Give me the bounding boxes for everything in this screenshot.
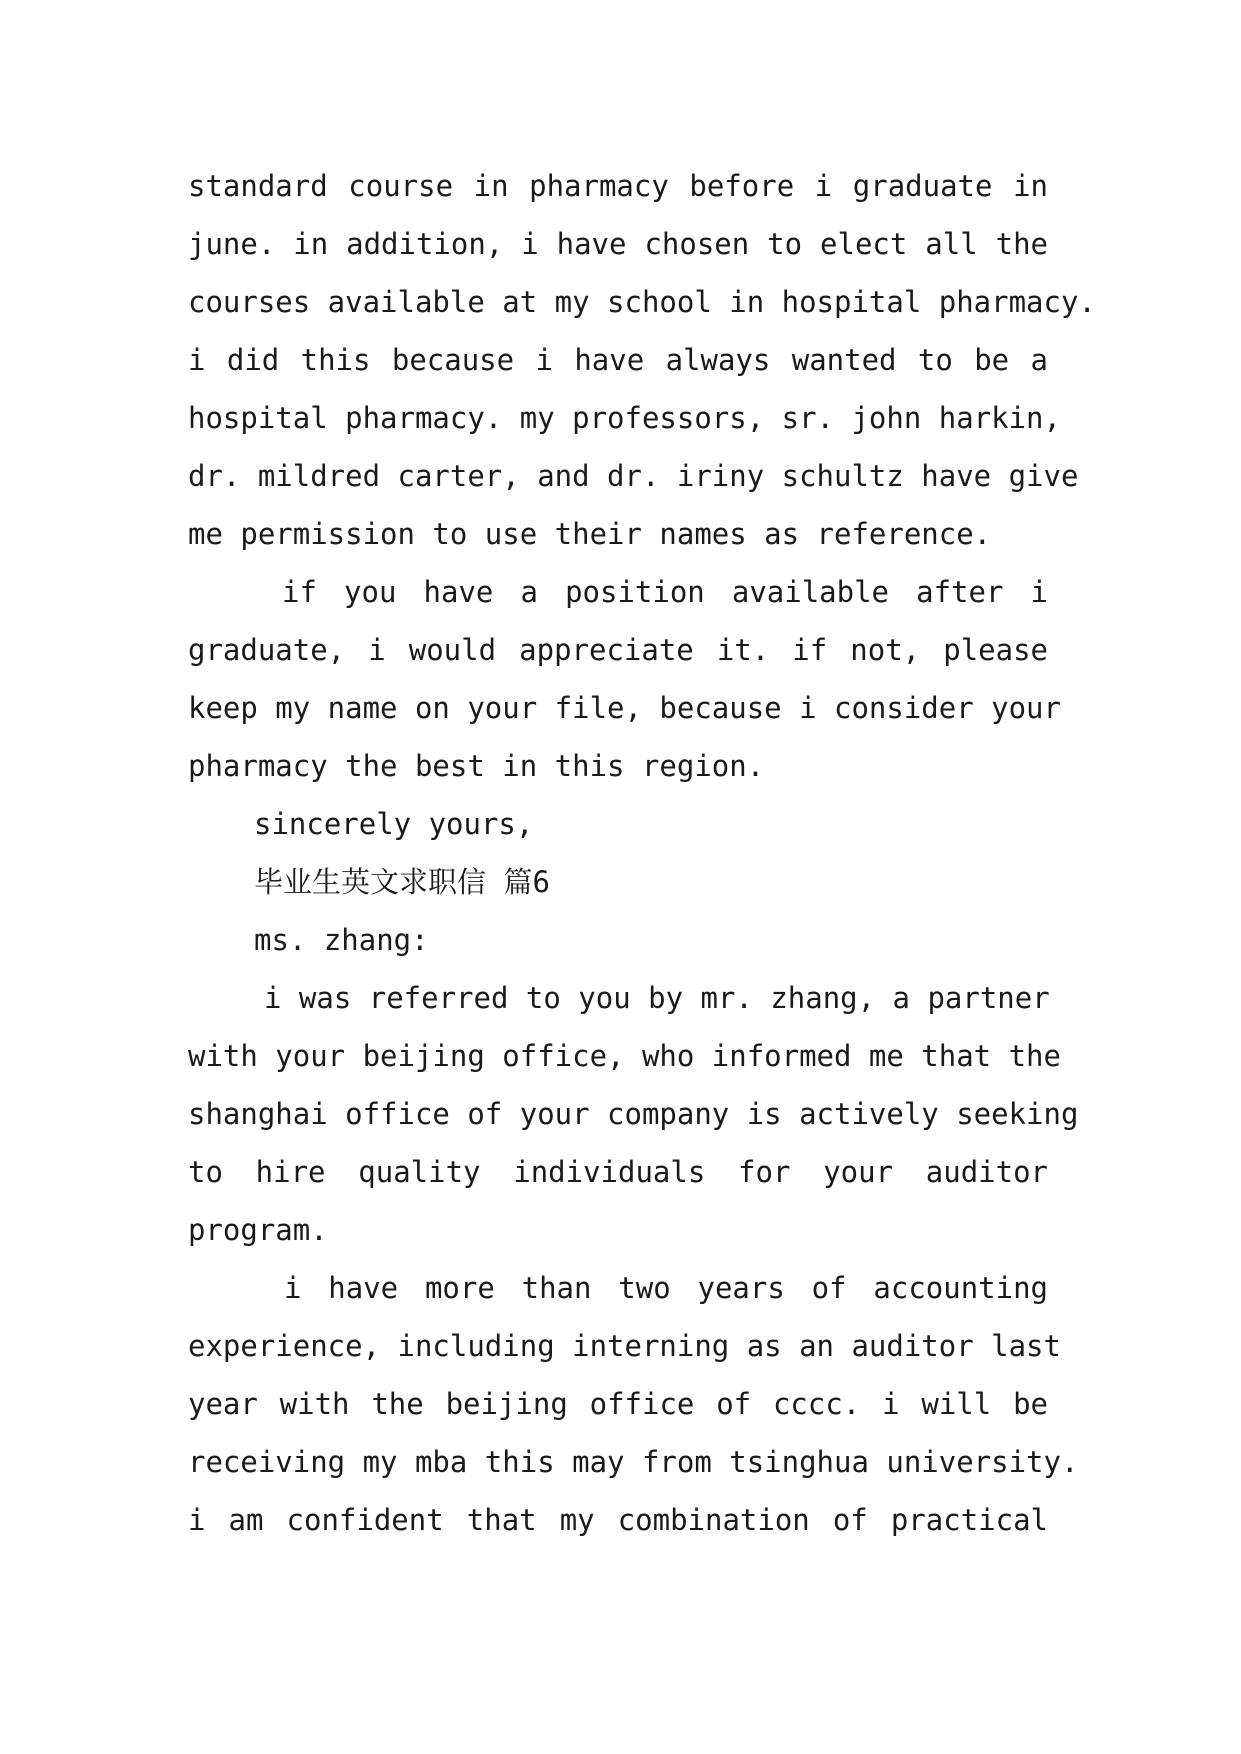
paragraph-line: dr. mildred carter, and dr. iriny schultz have give: [188, 459, 1079, 493]
paragraph-line: i was referred to you by mr. zhang, a partner: [264, 981, 1050, 1015]
paragraph-line: experience, including interning as an auditor last: [188, 1329, 1061, 1363]
paragraph-line: keep my name on your file, because i consider your: [188, 691, 1061, 725]
paragraph-line: receiving my mba this may from tsinghua university.: [188, 1445, 1079, 1479]
paragraph-line: i did this because i have always wanted to be a: [188, 343, 1048, 377]
paragraph-line: i have more than two years of accounting: [284, 1271, 1048, 1305]
section-heading: 毕业生英文求职信 篇6: [254, 865, 550, 899]
paragraph-line: with your beijing office, who informed me that the: [188, 1039, 1061, 1073]
paragraph-line: if you have a position available after i: [282, 575, 1048, 609]
paragraph-line: me permission to use their names as reference.: [188, 517, 992, 551]
paragraph-line: graduate, i would appreciate it. if not, please: [188, 633, 1048, 667]
paragraph-line: program.: [188, 1213, 328, 1247]
paragraph-line: courses available at my school in hospital pharmacy.: [188, 285, 1096, 319]
paragraph-line: i am confident that my combination of practical: [188, 1503, 1048, 1537]
paragraph-line: shanghai office of your company is actively seeking: [188, 1097, 1079, 1131]
closing-line: sincerely yours,: [254, 807, 534, 841]
paragraph-line: standard course in pharmacy before i graduate in: [188, 169, 1048, 203]
paragraph-line: june. in addition, i have chosen to elect all the: [188, 227, 1048, 261]
paragraph-line: pharmacy the best in this region.: [188, 749, 765, 783]
salutation: ms. zhang:: [254, 923, 429, 957]
paragraph-line: year with the beijing office of cccc. i will be: [188, 1387, 1048, 1421]
paragraph-line: hospital pharmacy. my professors, sr. john harkin,: [188, 401, 1061, 435]
paragraph-line: to hire quality individuals for your auditor: [188, 1155, 1048, 1189]
